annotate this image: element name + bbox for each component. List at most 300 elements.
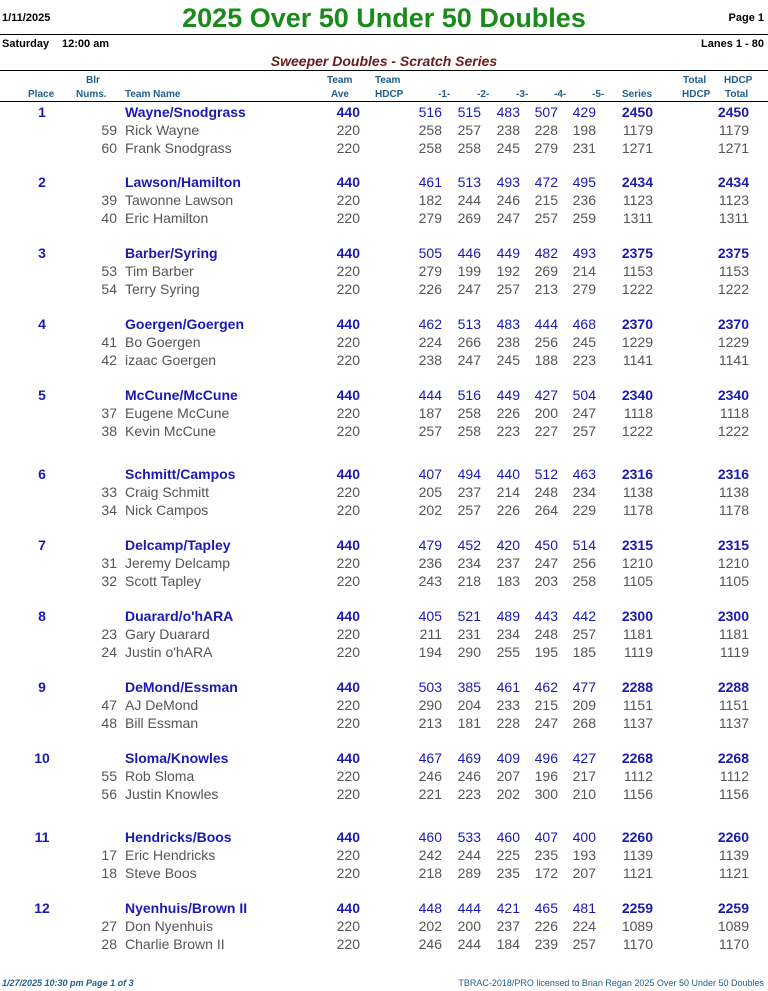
bowler-average: 220: [336, 644, 360, 660]
col-game-2: -2-: [477, 89, 490, 100]
bowler-series: 1311: [622, 210, 653, 226]
bowler-game-5: 245: [572, 334, 596, 350]
bowler-game-2: 244: [457, 192, 481, 208]
team-series: 2370: [621, 316, 653, 332]
team-row: [0, 899, 768, 917]
bowler-series: 1181: [622, 626, 653, 642]
bowler-game-5: 234: [572, 484, 596, 500]
bowler-game-1: 238: [418, 352, 442, 368]
bowler-game-1: 279: [418, 210, 442, 226]
team-average: 440: [336, 174, 360, 190]
bowler-game-3: 233: [496, 697, 520, 713]
col-game-1: -1-: [438, 89, 451, 100]
bowler-game-3: 228: [496, 715, 520, 731]
bowler-game-4: 228: [534, 122, 558, 138]
bowler-game-4: 195: [534, 644, 558, 660]
bowler-game-5: 279: [572, 281, 596, 297]
bowler-hdcp-total: 1170: [718, 936, 749, 952]
bowler-game-2: 237: [457, 484, 481, 500]
bowler-series: 1222: [621, 281, 653, 297]
team-game-3: 461: [496, 679, 520, 695]
bowler-number: 53: [101, 263, 117, 279]
bowler-game-1: 258: [418, 140, 442, 156]
bowler-name: Nick Campos: [125, 502, 209, 518]
bowler-number: 28: [101, 936, 117, 952]
bowler-game-4: 215: [534, 192, 558, 208]
team-average: 440: [336, 104, 360, 120]
bowler-hdcp-total: 1137: [718, 715, 749, 731]
bowler-game-4: 279: [534, 140, 558, 156]
bowler-game-3: 238: [496, 122, 520, 138]
team-row: [0, 173, 768, 191]
footer-print-info: 1/27/2025 10:30 pm Page 1 of 3: [2, 978, 134, 988]
bowler-number: 34: [101, 502, 117, 518]
team-row: [0, 749, 768, 767]
team-game-1: 516: [418, 104, 442, 120]
bowler-name: Craig Schmitt: [125, 484, 210, 500]
bowler-name: Rick Wayne: [125, 122, 200, 138]
bowler-game-2: 258: [457, 423, 481, 439]
bowler-hdcp-total: 1178: [718, 502, 749, 518]
page-number: Page 1: [728, 12, 764, 24]
bowler-game-1: 221: [418, 786, 442, 802]
team-game-4: 444: [534, 316, 558, 332]
bowler-series: 1119: [623, 644, 653, 660]
team-hdcp-total: 2260: [717, 829, 749, 845]
col-game-4: -4-: [554, 89, 567, 100]
bowler-hdcp-total: 1151: [718, 697, 749, 713]
bowler-row: [0, 280, 768, 298]
team-name: Sloma/Knowles: [125, 750, 229, 766]
bowler-game-4: 196: [534, 768, 558, 784]
bowler-game-4: 300: [534, 786, 558, 802]
bowler-game-2: 290: [457, 644, 481, 660]
bowler-series: 1139: [622, 847, 653, 863]
bowler-game-2: 246: [457, 768, 481, 784]
bowler-game-4: 172: [534, 865, 558, 881]
team-place: 1: [38, 104, 46, 120]
bowler-game-1: 213: [418, 715, 442, 731]
team-game-3: 420: [496, 537, 520, 553]
team-hdcp-total: 2375: [717, 245, 749, 261]
team-game-4: 472: [534, 174, 558, 190]
bowler-series: 1151: [622, 697, 653, 713]
team-series: 2288: [621, 679, 653, 695]
bowler-game-4: 248: [534, 626, 558, 642]
bowler-game-2: 258: [457, 140, 481, 156]
bowler-name: Charlie Brown II: [125, 936, 225, 952]
team-row: [0, 386, 768, 404]
bowler-game-2: 231: [457, 626, 481, 642]
report-time: 12:00 am: [62, 38, 110, 50]
col-hdcp-total-1: HDCP: [724, 75, 753, 86]
bowler-game-4: 247: [534, 555, 558, 571]
bowler-average: 220: [336, 786, 360, 802]
team-name: McCune/McCune: [125, 387, 238, 403]
team-row: [0, 103, 768, 121]
bowler-hdcp-total: 1229: [717, 334, 749, 350]
team-game-5: 493: [572, 245, 596, 261]
bowler-game-2: 266: [457, 334, 481, 350]
bowler-game-1: 194: [418, 644, 442, 660]
bowler-game-5: 223: [572, 352, 596, 368]
team-place: 2: [38, 174, 46, 190]
team-game-3: 440: [496, 466, 520, 482]
bowler-game-1: 246: [418, 936, 442, 952]
team-game-1: 407: [418, 466, 442, 482]
bowler-game-1: 236: [418, 555, 442, 571]
bowler-number: 41: [101, 334, 117, 350]
bowler-game-3: 214: [496, 484, 520, 500]
team-game-4: 427: [534, 387, 558, 403]
team-game-3: 489: [496, 608, 520, 624]
bowler-game-3: 226: [496, 405, 520, 421]
lanes-range: Lanes 1 - 80: [701, 38, 764, 50]
bowler-game-1: 246: [418, 768, 442, 784]
bowler-series: 1137: [622, 715, 653, 731]
team-hdcp-total: 2450: [717, 104, 749, 120]
team-game-2: 515: [457, 104, 481, 120]
team-game-2: 452: [457, 537, 481, 553]
team-game-4: 512: [534, 466, 558, 482]
bowler-row: [0, 714, 768, 732]
bowler-number: 32: [101, 573, 117, 589]
bowler-hdcp-total: 1179: [718, 122, 749, 138]
team-game-4: 482: [534, 245, 558, 261]
bowler-average: 220: [336, 281, 360, 297]
report-title: 2025 Over 50 Under 50 Doubles: [182, 3, 586, 33]
bowler-series: 1178: [622, 502, 653, 518]
team-game-3: 409: [496, 750, 520, 766]
bowler-game-1: 279: [418, 263, 442, 279]
bowler-series: 1138: [622, 484, 653, 500]
bowler-number: 17: [101, 847, 117, 863]
bowler-game-5: 185: [572, 644, 596, 660]
team-game-2: 469: [457, 750, 481, 766]
team-game-5: 477: [572, 679, 596, 695]
team-average: 440: [336, 245, 360, 261]
bowler-name: Eugene McCune: [125, 405, 230, 421]
bowler-average: 220: [336, 626, 360, 642]
bowler-hdcp-total: 1222: [717, 281, 749, 297]
col-game-3: -3-: [516, 89, 529, 100]
team-game-2: 494: [457, 466, 481, 482]
team-series: 2259: [621, 900, 653, 916]
team-series: 2434: [621, 174, 653, 190]
team-average: 440: [336, 829, 360, 845]
bowler-game-1: 205: [418, 484, 442, 500]
subtitle-rule: [0, 70, 768, 71]
bowler-series: 1118: [623, 405, 653, 421]
bowler-game-1: 242: [418, 847, 442, 863]
bowler-name: AJ DeMond: [125, 697, 199, 713]
bowler-name: Justin Knowles: [125, 786, 219, 802]
bowler-number: 42: [101, 352, 117, 368]
team-place: 10: [34, 750, 50, 766]
bowler-hdcp-total: 1139: [718, 847, 749, 863]
bowler-series: 1123: [622, 192, 653, 208]
bowler-game-3: 184: [496, 936, 520, 952]
team-game-1: 461: [418, 174, 442, 190]
bowler-number: 60: [101, 140, 117, 156]
bowler-average: 220: [336, 573, 360, 589]
col-blr-2: Nums.: [76, 89, 107, 100]
bowler-number: 37: [101, 405, 117, 421]
team-game-3: 421: [496, 900, 520, 916]
bowler-game-2: 234: [457, 555, 481, 571]
bowler-game-2: 257: [457, 502, 481, 518]
bowler-hdcp-total: 1105: [718, 573, 749, 589]
bowler-game-2: 204: [457, 697, 481, 713]
bowler-game-3: 247: [496, 210, 520, 226]
bowler-game-3: 234: [496, 626, 520, 642]
team-game-4: 450: [534, 537, 558, 553]
col-total-hdcp-2: HDCP: [682, 89, 711, 100]
bowler-row: [0, 785, 768, 803]
bowler-number: 33: [101, 484, 117, 500]
team-average: 440: [336, 316, 360, 332]
team-name: Hendricks/Boos: [125, 829, 232, 845]
team-place: 4: [38, 316, 46, 332]
team-row: [0, 244, 768, 262]
team-series: 2315: [621, 537, 653, 553]
bowler-series: 1089: [621, 918, 653, 934]
bowler-game-5: 193: [572, 847, 596, 863]
bowler-game-3: 225: [496, 847, 520, 863]
bowler-average: 220: [336, 210, 360, 226]
bowler-series: 1210: [621, 555, 653, 571]
bowler-game-3: 183: [496, 573, 520, 589]
team-game-2: 446: [457, 245, 481, 261]
team-average: 440: [336, 387, 360, 403]
bowler-name: Bill Essman: [125, 715, 199, 731]
team-game-3: 449: [496, 245, 520, 261]
team-average: 440: [336, 679, 360, 695]
bowler-hdcp-total: 1112: [719, 768, 749, 784]
team-average: 440: [336, 900, 360, 916]
bowler-average: 220: [336, 918, 360, 934]
team-name: Lawson/Hamilton: [125, 174, 241, 190]
bowler-game-1: 226: [418, 281, 442, 297]
col-team-hdcp-2: HDCP: [375, 89, 404, 100]
bowler-row: [0, 483, 768, 501]
bowler-game-1: 187: [418, 405, 442, 421]
bowler-hdcp-total: 1181: [718, 626, 749, 642]
team-series: 2340: [621, 387, 653, 403]
bowler-average: 220: [336, 555, 360, 571]
bowler-name: Scott Tapley: [125, 573, 202, 589]
col-series: Series: [622, 89, 653, 100]
team-hdcp-total: 2288: [717, 679, 749, 695]
team-place: 12: [34, 900, 50, 916]
bowler-game-4: 213: [534, 281, 558, 297]
bowler-game-5: 224: [572, 918, 596, 934]
bowler-hdcp-total: 1118: [719, 405, 749, 421]
bowler-game-5: 214: [572, 263, 596, 279]
team-game-4: 462: [534, 679, 558, 695]
bowler-game-2: 258: [457, 405, 481, 421]
team-series: 2260: [621, 829, 653, 845]
team-place: 7: [38, 537, 46, 553]
bowler-game-5: 268: [572, 715, 596, 731]
team-hdcp-total: 2268: [717, 750, 749, 766]
team-name: Goergen/Goergen: [125, 316, 245, 332]
bowler-number: 55: [101, 768, 117, 784]
bowler-game-2: 223: [457, 786, 481, 802]
bowler-game-1: 218: [418, 865, 442, 881]
bowler-game-1: 257: [418, 423, 442, 439]
bowler-row: [0, 864, 768, 882]
footer-license: TBRAC-2018/PRO licensed to Brian Regan 2025 Over 50 Under 50 Doubles: [458, 978, 764, 988]
bowler-name: Don Nyenhuis: [125, 918, 213, 934]
bowler-game-5: 247: [572, 405, 596, 421]
team-average: 440: [336, 537, 360, 553]
bowler-game-1: 211: [419, 626, 442, 642]
bowler-number: 48: [101, 715, 117, 731]
team-game-1: 460: [418, 829, 442, 845]
team-game-1: 448: [418, 900, 442, 916]
bowler-game-3: 245: [496, 352, 520, 368]
bowler-game-5: 257: [572, 423, 596, 439]
bowler-name: Bo Goergen: [125, 334, 201, 350]
bowler-game-5: 231: [572, 140, 596, 156]
bowler-row: [0, 696, 768, 714]
team-series: 2375: [621, 245, 653, 261]
bowler-average: 220: [336, 768, 360, 784]
col-blr-1: Blr: [86, 75, 100, 86]
bowler-name: izaac Goergen: [125, 352, 217, 368]
bowler-game-5: 229: [572, 502, 596, 518]
bowler-average: 220: [336, 334, 360, 350]
bowler-hdcp-total: 1222: [717, 423, 749, 439]
team-place: 9: [38, 679, 46, 695]
columns-rule: [0, 101, 768, 102]
bowler-name: Terry Syring: [125, 281, 200, 297]
bowler-series: 1121: [622, 865, 653, 881]
report-date: 1/11/2025: [2, 12, 51, 24]
bowler-game-4: 264: [534, 502, 558, 518]
bowler-game-1: 258: [418, 122, 442, 138]
team-game-3: 483: [496, 104, 520, 120]
team-game-3: 460: [496, 829, 520, 845]
bowler-game-4: 188: [534, 352, 558, 368]
bowler-number: 18: [101, 865, 117, 881]
bowler-game-4: 227: [534, 423, 558, 439]
team-series: 2300: [621, 608, 653, 624]
bowler-game-5: 217: [572, 768, 596, 784]
bowler-game-4: 247: [534, 715, 558, 731]
team-name: Barber/Syring: [125, 245, 218, 261]
team-game-5: 504: [572, 387, 596, 403]
bowler-hdcp-total: 1123: [718, 192, 749, 208]
bowler-row: [0, 767, 768, 785]
team-game-1: 462: [418, 316, 442, 332]
bowler-game-3: 237: [496, 918, 520, 934]
team-game-1: 503: [418, 679, 442, 695]
bowler-game-4: 226: [534, 918, 558, 934]
bowler-hdcp-total: 1119: [719, 644, 749, 660]
bowler-average: 220: [336, 865, 360, 881]
team-name: Duarard/o'hARA: [125, 608, 234, 624]
team-game-2: 444: [457, 900, 481, 916]
bowler-game-2: 244: [457, 847, 481, 863]
bowler-name: Eric Hamilton: [125, 210, 209, 226]
bowler-row: [0, 625, 768, 643]
team-place: 6: [38, 466, 46, 482]
bowler-number: 40: [101, 210, 117, 226]
bowler-series: 1153: [622, 263, 653, 279]
bowler-row: [0, 554, 768, 572]
bowler-game-2: 218: [457, 573, 481, 589]
col-team-ave-1: Team: [327, 75, 353, 86]
team-average: 440: [336, 750, 360, 766]
bowler-row: [0, 935, 768, 953]
bowler-game-4: 235: [534, 847, 558, 863]
bowler-game-2: 247: [457, 281, 481, 297]
team-average: 440: [336, 608, 360, 624]
bowler-number: 59: [101, 122, 117, 138]
team-hdcp-total: 2300: [717, 608, 749, 624]
team-name: Schmitt/Campos: [125, 466, 236, 482]
team-hdcp-total: 2434: [717, 174, 749, 190]
bowler-number: 39: [101, 192, 117, 208]
bowler-game-4: 248: [534, 484, 558, 500]
bowler-average: 220: [336, 936, 360, 952]
bowler-row: [0, 262, 768, 280]
team-game-5: 442: [572, 608, 596, 624]
bowler-game-5: 257: [572, 936, 596, 952]
bowler-name: Tim Barber: [125, 263, 194, 279]
header-rule: [0, 34, 768, 35]
bowler-average: 220: [336, 847, 360, 863]
bowler-row: [0, 917, 768, 935]
bowler-game-1: 202: [418, 502, 442, 518]
bowler-game-3: 237: [496, 555, 520, 571]
bowler-hdcp-total: 1210: [717, 555, 749, 571]
bowler-game-3: 238: [496, 334, 520, 350]
col-team-hdcp-1: Team: [375, 75, 401, 86]
bowler-hdcp-total: 1089: [717, 918, 749, 934]
bowler-average: 220: [336, 352, 360, 368]
team-game-2: 521: [457, 608, 481, 624]
bowler-series: 1179: [622, 122, 653, 138]
bowler-number: 54: [101, 281, 117, 297]
team-game-5: 463: [572, 466, 596, 482]
bowler-game-2: 257: [457, 122, 481, 138]
bowler-game-3: 192: [496, 263, 520, 279]
bowler-row: [0, 139, 768, 157]
col-place: Place: [28, 89, 55, 100]
bowler-series: 1170: [622, 936, 653, 952]
bowler-name: Justin o'hARA: [125, 644, 213, 660]
col-total-hdcp-1: Total: [683, 75, 707, 86]
bowler-average: 220: [336, 697, 360, 713]
team-game-5: 514: [572, 537, 596, 553]
bowler-game-5: 259: [572, 210, 596, 226]
bowler-row: [0, 209, 768, 227]
bowler-average: 220: [336, 715, 360, 731]
bowler-game-2: 200: [457, 918, 481, 934]
bowler-game-1: 224: [418, 334, 442, 350]
bowler-row: [0, 572, 768, 590]
bowler-number: 56: [101, 786, 117, 802]
team-game-4: 443: [534, 608, 558, 624]
team-average: 440: [336, 466, 360, 482]
team-game-2: 533: [457, 829, 481, 845]
bowler-row: [0, 351, 768, 369]
bowler-game-2: 199: [457, 263, 481, 279]
bowler-game-5: 210: [572, 786, 596, 802]
